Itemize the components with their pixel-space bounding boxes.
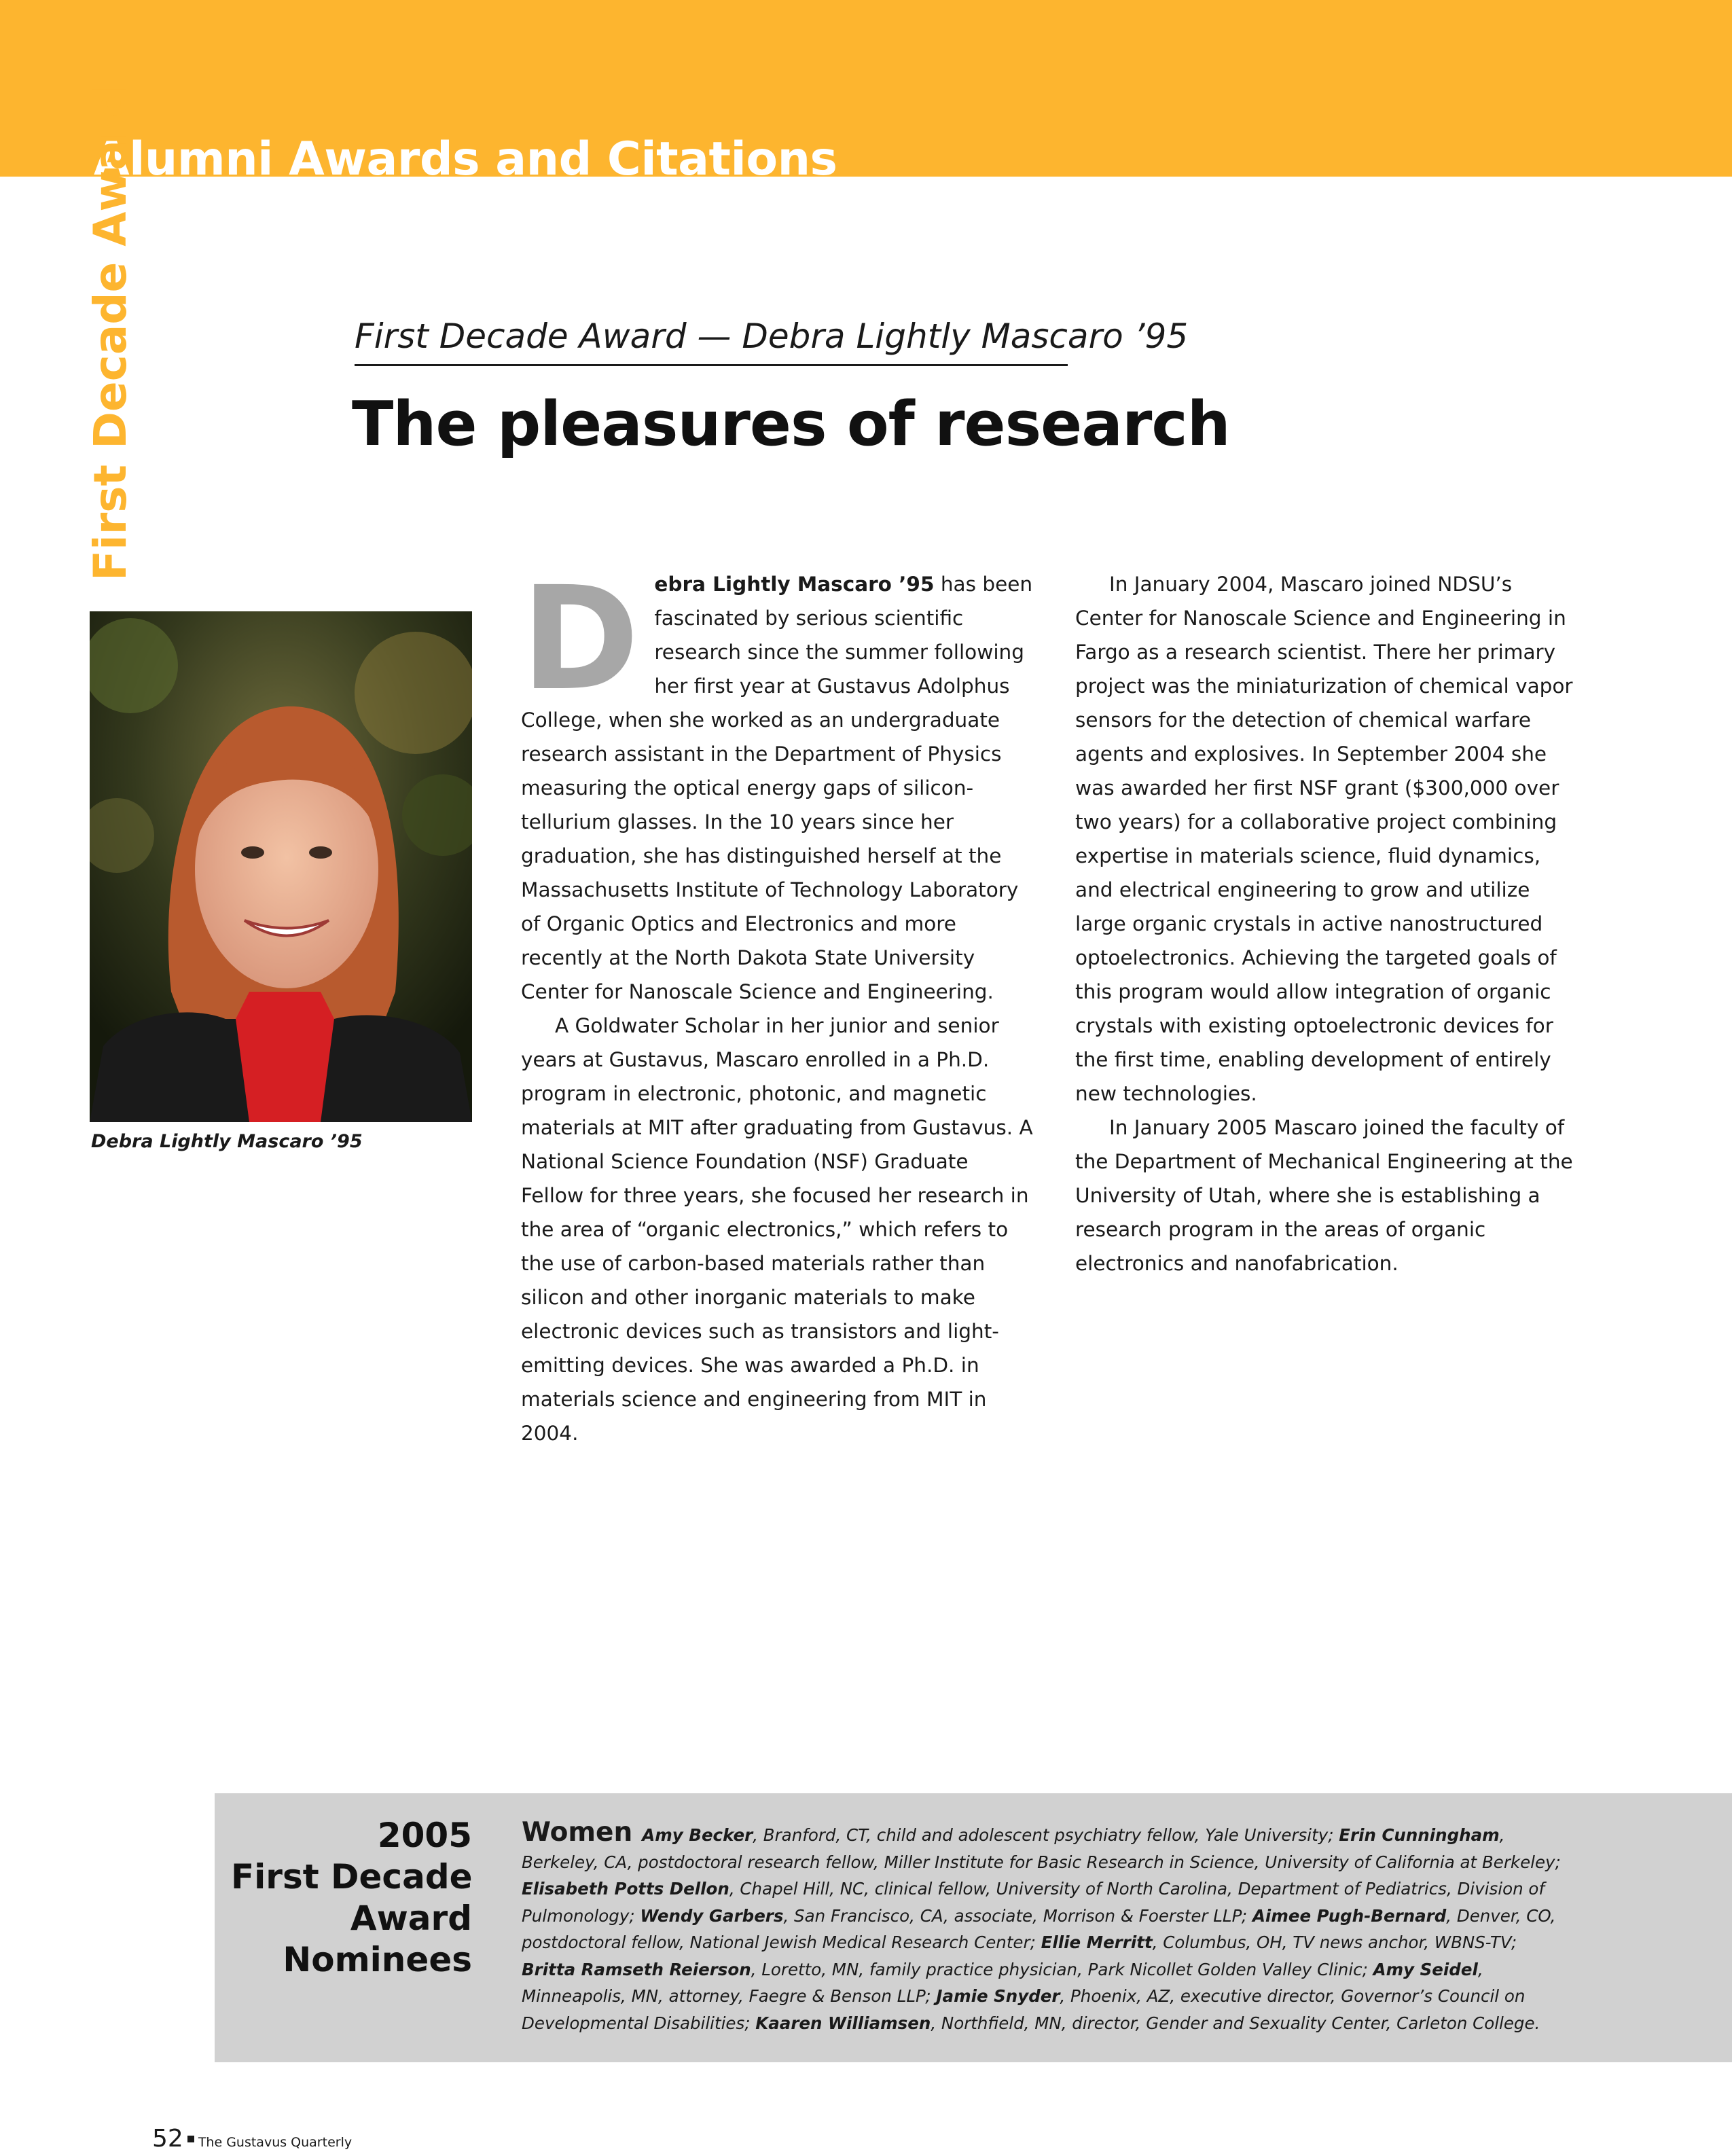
article-paragraph-1	[521, 556, 1034, 1009]
nominee-name: Amy Becker	[642, 1825, 753, 1845]
page-footer	[152, 2125, 352, 2153]
article-column-left	[521, 556, 1034, 1450]
nominees-heading-line-3: Award	[350, 1899, 472, 1938]
nominee-details: , Denver, CO, postdoctoral fellow, National Jewish Medical Research Center;	[522, 1905, 1556, 1952]
nominees-heading-year: 2005	[377, 1816, 472, 1855]
portrait-photo	[90, 611, 472, 1122]
nominee-name: Wendy Garbers	[640, 1905, 784, 1926]
portrait-illustration	[90, 611, 472, 1122]
nominees-heading	[231, 1815, 472, 1981]
nominees-list	[522, 1819, 1571, 2036]
nominee-name: Kaaren Williamsen	[755, 2013, 931, 2033]
nominee-details: , San Francisco, CA, associate, Morrison & Foerster LLP;	[783, 1905, 1252, 1926]
article-headline: The pleasures of research	[352, 389, 1230, 460]
nominee-details: , Northfield, MN, director, Gender and Sexuality Center, Carleton College.	[931, 2013, 1540, 2033]
nominees-category: Women	[522, 1817, 633, 1848]
publication-name: The Gustavus Quarterly	[198, 2135, 353, 2150]
article-kicker: First Decade Award — Debra Lightly Mascaro ’95	[355, 312, 1068, 366]
photo-caption: Debra Lightly Mascaro ’95	[91, 1131, 363, 1152]
nominees-heading-line-2: First Decade	[231, 1857, 473, 1897]
nominee-name: Britta Ramseth Reierson	[522, 1959, 751, 1979]
drop-cap: D	[521, 556, 640, 722]
lead-name: ebra Lightly Mascaro ’95	[654, 573, 935, 596]
nominee-name: Elisabeth Potts Dellon	[522, 1879, 729, 1899]
paragraph-1-text: has been fascinated by serious scientific research since the summer following her first year at Gustavus Adolphus College, when she worked as an undergraduate research assistant in the Department of Physics measuring the optical energy gaps of silicon-tellurium glasses. In the 10 years since her graduation, she has distinguished herself at the Massachusetts Institute of Technology Laboratory of Organic Optics and Electronics and more recently at the North Dakota State University Center for Nanoscale Science and Engineering.	[521, 573, 1033, 1003]
article-paragraph-3: In January 2004, Mascaro joined NDSU’s Center for Nanoscale Science and Engineering in Fargo as a research scientist. There her primary project was the miniaturization of chemical vapor sensors for the detection of chemical warfare agents and explosives. In September 2004 she was awarded her first NSF grant ($300,000 over two years) for a collaborative project combining expertise in materials science, fluid dynamics, and electrical engineering to grow and utilize large organic crystals in active nanostructured optoelectronics. Achieving the targeted goals of this program would allow integration of organic crystals with existing optoelectronic devices for the first time, enabling development of entirely new technologies.	[1075, 573, 1573, 1105]
article-paragraph-4: In January 2005 Mascaro joined the faculty of the Department of Mechanical Engineering at the University of Utah, where she is establishing a research program in the areas of organic electronics and nanofabrication.	[1075, 1116, 1573, 1275]
nominees-heading-line-4: Nominees	[283, 1940, 472, 1979]
nominee-details: , Phoenix, AZ, executive director, Governor’s Council on Developmental Disabilities;	[522, 1986, 1526, 2033]
nominee-name: Ellie Merritt	[1041, 1933, 1153, 1952]
nominee-name: Aimee Pugh-Bernard	[1252, 1905, 1447, 1926]
nominee-details: , Berkeley, CA, postdoctoral research fellow, Miller Institute for Basic Research in Science, University of California at Berkeley;	[522, 1825, 1561, 1872]
page-number: 52	[152, 2125, 183, 2153]
article-paragraph-2: A Goldwater Scholar in her junior and senior years at Gustavus, Mascaro enrolled in a Ph.D. program in electronic, photonic, and magnetic materials at MIT after graduating from Gustavus. A National Science Foundation (NSF) Graduate Fellow for three years, she focused her research in the area of “organic electronics,” which refers to the use of carbon-based materials rather than silicon and other inorganic materials to make electronic devices such as transistors and light-emitting devices. She was awarded a Ph.D. in materials science and engineering from MIT in 2004.	[521, 1014, 1033, 1445]
section-title: Alumni Awards and Citations	[94, 132, 837, 186]
nominee-details: , Minneapolis, MN, attorney, Faegre & Benson LLP;	[522, 1959, 1483, 2006]
article-column-right	[1075, 567, 1578, 1280]
nominee-name: Jamie Snyder	[936, 1986, 1060, 2006]
nominee-details: , Columbus, OH, TV news anchor, WBNS-TV;	[1152, 1933, 1517, 1952]
footer-bullet-icon	[187, 2136, 194, 2142]
nominee-details: , Branford, CT, child and adolescent psychiatry fellow, Yale University;	[753, 1825, 1339, 1845]
vertical-section-label: First Decade Award	[84, 86, 137, 581]
nominee-name: Amy Seidel	[1373, 1959, 1478, 1979]
nominee-details: , Loretto, MN, family practice physician, Park Nicollet Golden Valley Clinic;	[751, 1959, 1373, 1979]
nominee-details: , Chapel Hill, NC, clinical fellow, University of North Carolina, Department of Pediatrics, Division of Pulmonology;	[522, 1879, 1545, 1926]
nominee-name: Erin Cunningham	[1339, 1825, 1500, 1845]
